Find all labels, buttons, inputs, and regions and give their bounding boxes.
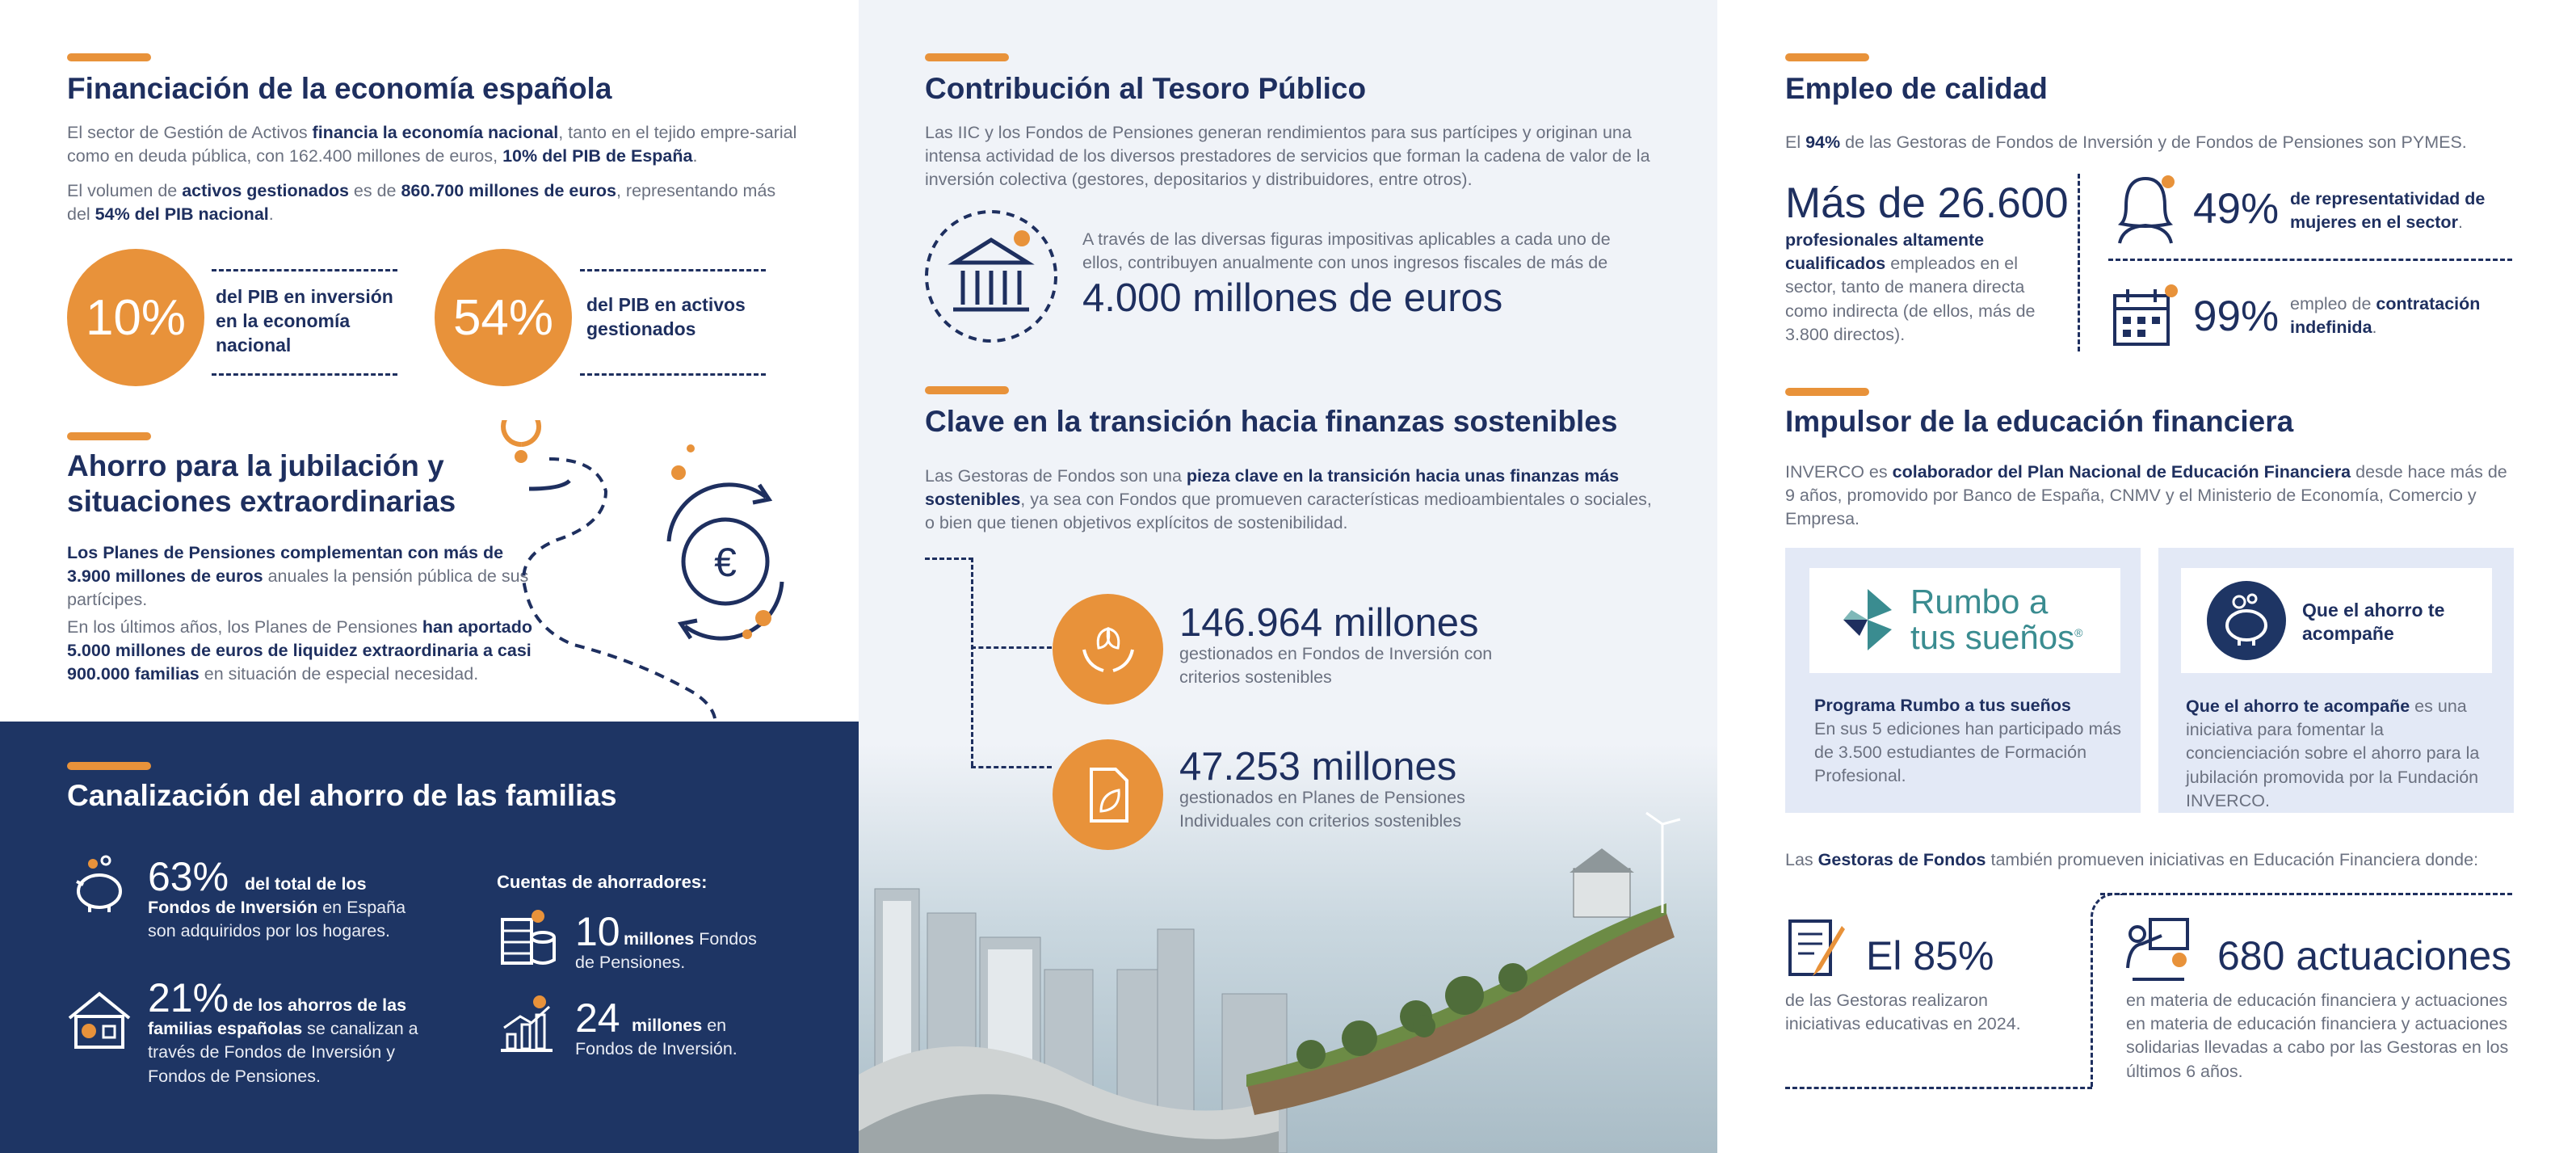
sostenibles-stat-1-value: 146.964 millones: [1179, 601, 1479, 645]
empleo-stat-49-value: 49%: [2193, 185, 2280, 233]
divider: [212, 269, 397, 271]
empleo-title: Empleo de calidad: [1785, 72, 2048, 105]
divider: [1785, 1087, 2092, 1089]
stat-circle-54: 54%: [435, 249, 572, 386]
rumbo-card-description: En sus 5 ediciones han participado más de 3.500 estudiantes de Formación Profesional.: [1814, 719, 2122, 786]
cuenta-24-text: millones en Fondos de Inversión.: [575, 1016, 738, 1059]
sostenibles-stat-2-value: 47.253 millones: [1179, 745, 1457, 789]
hands-leaf-icon: [1053, 594, 1163, 705]
section-accent: [925, 386, 1009, 394]
section-accent: [67, 762, 151, 770]
connector-line: [971, 766, 1052, 768]
stat-circle-10: 10%: [67, 249, 204, 386]
educacion-stat-680-label: en materia de educación financiera y actuaciones en materia de educación financiera y actuaciones solidarias llevadas a cabo por las Gestoras en los últimos 6 años.: [2126, 991, 2509, 1081]
ahorro-card-description: Que el ahorro te acompañe es una iniciativa para fomentar la concienciación sobre el ahorro para la jubilación promovida por la Fundación INVERCO.: [2186, 696, 2480, 810]
financiacion-paragraph-2: El volumen de activos gestionados es de 860.700 millones de euros, representando más del 54% del PIB nacional.: [67, 181, 776, 225]
growth-chart-icon: [494, 992, 559, 1057]
sostenibles-stat-1-label: gestionados en Fondos de Inversión con criterios sostenibles: [1179, 644, 1493, 688]
woman-icon: [2110, 174, 2179, 246]
divider-corner: [2091, 893, 2123, 925]
cuenta-24-value: 24: [575, 995, 620, 1041]
tesoro-value: 4.000 millones de euros: [1082, 276, 1503, 320]
tesoro-title: Contribución al Tesoro Público: [925, 72, 1367, 105]
rumbo-logo-mark-icon: [1835, 586, 1900, 654]
empleo-big-description: profesionales altamente cualificados empleados en el sector, tanto de manera directa como indirecta (de ellos, más de 3.800 directos).: [1785, 230, 2036, 344]
empleo-stat-99-value: 99%: [2193, 292, 2280, 340]
divider: [2078, 174, 2080, 351]
financiacion-title: Financiación de la economía española: [67, 72, 612, 105]
divider: [212, 373, 397, 376]
certificate-pen-icon: [1785, 915, 1850, 983]
rumbo-card-title: Programa Rumbo a tus sueños: [1814, 696, 2071, 715]
educacion-stat-680-value: 680 actuaciones: [2217, 933, 2512, 978]
sostenibles-stat-2-label: gestionados en Planes de Pensiones Individuales con criterios sostenibles: [1179, 788, 1465, 831]
rumbo-logo-box: [1809, 568, 2120, 673]
tesoro-paragraph-1: Las IIC y los Fondos de Pensiones generan rendimientos para sus partícipes y originan una intensa actividad de los diversos prestadores de servicios que forman la cadena de valor de la inversión colectiva (gestores, depositarios y distribuidores, entre otros).: [925, 123, 1650, 190]
divider: [2100, 893, 2512, 895]
section-accent: [67, 432, 151, 440]
cuentas-title: Cuentas de ahorradores:: [497, 872, 708, 892]
stat-label-10: del PIB en inversión en la economía nacional: [216, 286, 393, 356]
sustainable-city-illustration: [859, 808, 1717, 1153]
section-accent: [925, 53, 1009, 61]
educacion-stat-85-value: El 85%: [1866, 933, 1994, 978]
connector-line: [971, 558, 973, 766]
divider: [580, 269, 766, 271]
piggy-logo-icon: [2207, 581, 2286, 660]
piggy-bank-icon: [67, 852, 132, 917]
section-accent: [1785, 388, 1869, 396]
ahorro-title: Ahorro para la jubilación y situaciones extraordinarias: [67, 449, 456, 518]
ahorro-paragraph-2: En los últimos años, los Planes de Pensiones han aportado 5.000 millones de euros de liquidez extraordinaria a casi 900.000 familias en situación de especial necesidad.: [67, 617, 532, 684]
house-icon: [63, 987, 136, 1052]
calendar-icon: [2110, 283, 2179, 351]
empleo-paragraph: El 94% de las Gestoras de Fondos de Inversión y de Fondos de Pensiones son PYMES.: [1785, 133, 2467, 152]
euro-cycle-icon: [485, 420, 824, 723]
section-accent: [67, 53, 151, 61]
svg-text:€: €: [714, 540, 737, 585]
rumbo-logo-line-2: tus sueños®: [1910, 618, 2083, 656]
ahorro-logo-text: Que el ahorro te acompañe: [2302, 600, 2445, 644]
teacher-board-icon: [2126, 915, 2191, 983]
canalizacion-title: Canalización del ahorro de las familias: [67, 779, 617, 812]
empleo-stat-49-text: de representatividad de mujeres en el sector.: [2290, 189, 2486, 233]
tesoro-paragraph-2: A través de las diversas figuras impositivas aplicables a cada uno de ellos, contribuyen anualmente con unos ingresos fiscales de más de: [1082, 229, 1611, 273]
stat-label-54: del PIB en activos gestionados: [586, 294, 746, 339]
ahorro-logo-box: [2181, 568, 2492, 673]
connector-line: [925, 558, 973, 560]
empleo-stat-99-text: empleo de contratación indefinida.: [2290, 294, 2481, 338]
stat-63-text: del total de los Fondos de Inversión en España son adquiridos por los hogares.: [148, 874, 406, 941]
ahorro-paragraph-1: Los Planes de Pensiones complementan con más de 3.900 millones de euros anuales la pensión pública de sus partícipes.: [67, 543, 529, 610]
stat-21-value: 21%: [148, 975, 229, 1020]
connector-line: [971, 646, 1052, 649]
rumbo-logo-line-1: Rumbo a: [1910, 583, 2049, 621]
sostenibles-paragraph: Las Gestoras de Fondos son una pieza clave en la transición hacia unas finanzas más sostenibles, ya sea con Fondos que promueven características medioambientales o sociales, o bien que tienen objetivos explícitos de sostenibilidad.: [925, 466, 1652, 533]
section-accent: [1785, 53, 1869, 61]
bank-building-icon: [921, 206, 1062, 347]
educacion-title: Impulsor de la educación financiera: [1785, 405, 2294, 438]
empleo-big-value: Más de 26.600: [1785, 179, 2069, 227]
coins-icon: [494, 905, 559, 970]
educacion-stat-85-label: de las Gestoras realizaron iniciativas educativas en 2024.: [1785, 991, 2021, 1034]
divider: [2108, 259, 2512, 261]
cuenta-10-text: millones Fondos de Pensiones.: [575, 929, 757, 973]
sostenibles-title: Clave en la transición hacia finanzas sostenibles: [925, 405, 1618, 438]
stat-21-text: de los ahorros de las familias españolas se canalizan a través de Fondos de Inversión y Fondos de Pensiones.: [148, 995, 418, 1086]
stat-63-value: 63%: [148, 854, 229, 899]
educacion-paragraph: INVERCO es colaborador del Plan Nacional de Educación Financiera desde hace más de 9 años, promovido por Banco de España, CNMV y el Ministerio de Economía, Comercio y Empresa.: [1785, 462, 2507, 529]
gestoras-paragraph: Las Gestoras de Fondos también promueven iniciativas en Educación Financiera donde:: [1785, 850, 2479, 869]
divider: [580, 373, 766, 376]
cuenta-10-value: 10: [575, 909, 620, 954]
financiacion-paragraph-1: El sector de Gestión de Activos financia la economía nacional, tanto en el tejido empre-sarial como en deuda pública, con 162.400 millones de euros, 10% del PIB de España.: [67, 123, 797, 166]
divider: [2091, 921, 2093, 1087]
